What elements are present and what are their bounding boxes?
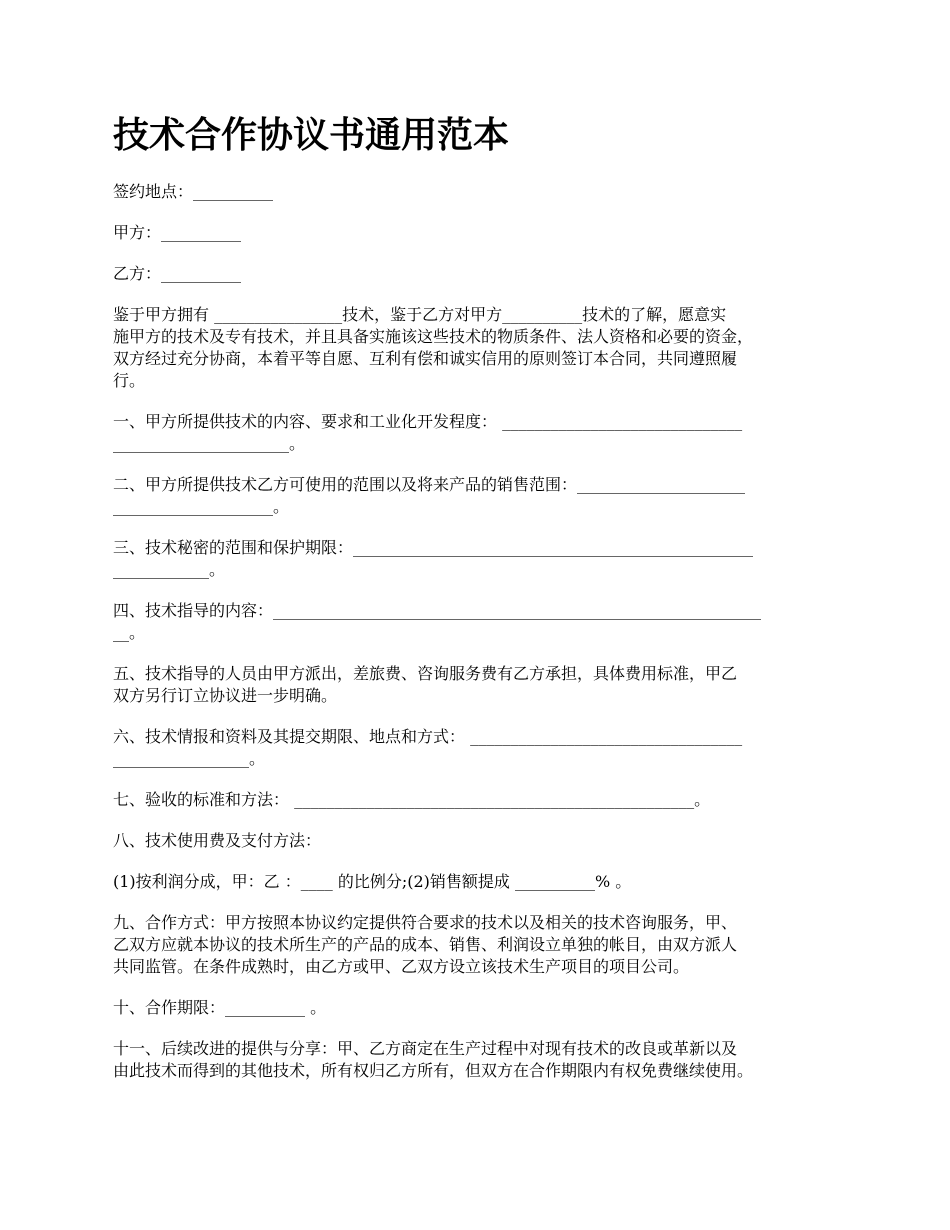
clause-5: 五、技术指导的人员由甲方派出，差旅费、咨询服务费有乙方承担，具体费用标准，甲乙 双方另行订立协议进一步明确。 [113, 664, 738, 705]
clause-3: 三、技术秘密的范围和保护期限：__________________________________________________ ____________。 [113, 538, 754, 579]
clause-8: 八、技术使用费及支付方法： [113, 831, 322, 850]
preamble-paragraph: 鉴于甲方拥有 ________________技术，鉴于乙方对甲方__________技术的了解，愿意实 施甲方的技术及专有技术，并且具备实施该这些技术的物质条件、法人资格和必要的资金， 双方经过充分协商，本着平等自愿、互利有偿和诚实信用的原则签订本合同，共同遵照履 行。 [113, 305, 754, 390]
party-a-line: 甲方：__________ [113, 223, 242, 242]
clause-1: 一、甲方所提供技术的内容、要求和工业化开发程度： ______________________________ ______________________。 [113, 412, 743, 453]
clause-11: 十一、后续改进的提供与分享：甲、乙方商定在生产过程中对现有技术的改良或革新以及 由此技术而得到的其他技术，所有权归乙方所有，但双方在合作期限内有权免费继续使用。 [113, 1039, 754, 1080]
party-b-line: 乙方：__________ [113, 264, 242, 283]
clause-9: 九、合作方式：甲方按照本协议约定提供符合要求的技术以及相关的技术咨询服务，甲、 乙双方应就本协议的技术所生产的产品的成本、销售、利润设立单独的帐目，由双方派人 共同监管。在条件成熟时，由乙方或甲、乙双方设立该技术生产项目的项目公司。 [113, 913, 738, 976]
document-title: 技术合作协议书通用范本 [113, 115, 510, 156]
clause-8-payment-terms: (1)按利润分成，甲：乙 ：____ 的比例分;(2)销售额提成 __________% 。 [113, 872, 632, 891]
clause-4: 四、技术指导的内容：_____________________________________________________________ __。 [113, 601, 762, 642]
signing-location-line: 签约地点：__________ [113, 182, 274, 201]
clause-10: 十、合作期限：__________ 。 [113, 998, 327, 1017]
clause-6: 六、技术情报和资料及其提交期限、地点和方式： __________________________________ _________________。 [113, 727, 743, 768]
clause-2: 二、甲方所提供技术乙方可使用的范围以及将来产品的销售范围：_____________________ ____________________。 [113, 475, 746, 516]
clause-7: 七、验收的标准和方法： __________________________________________________。 [113, 790, 711, 809]
